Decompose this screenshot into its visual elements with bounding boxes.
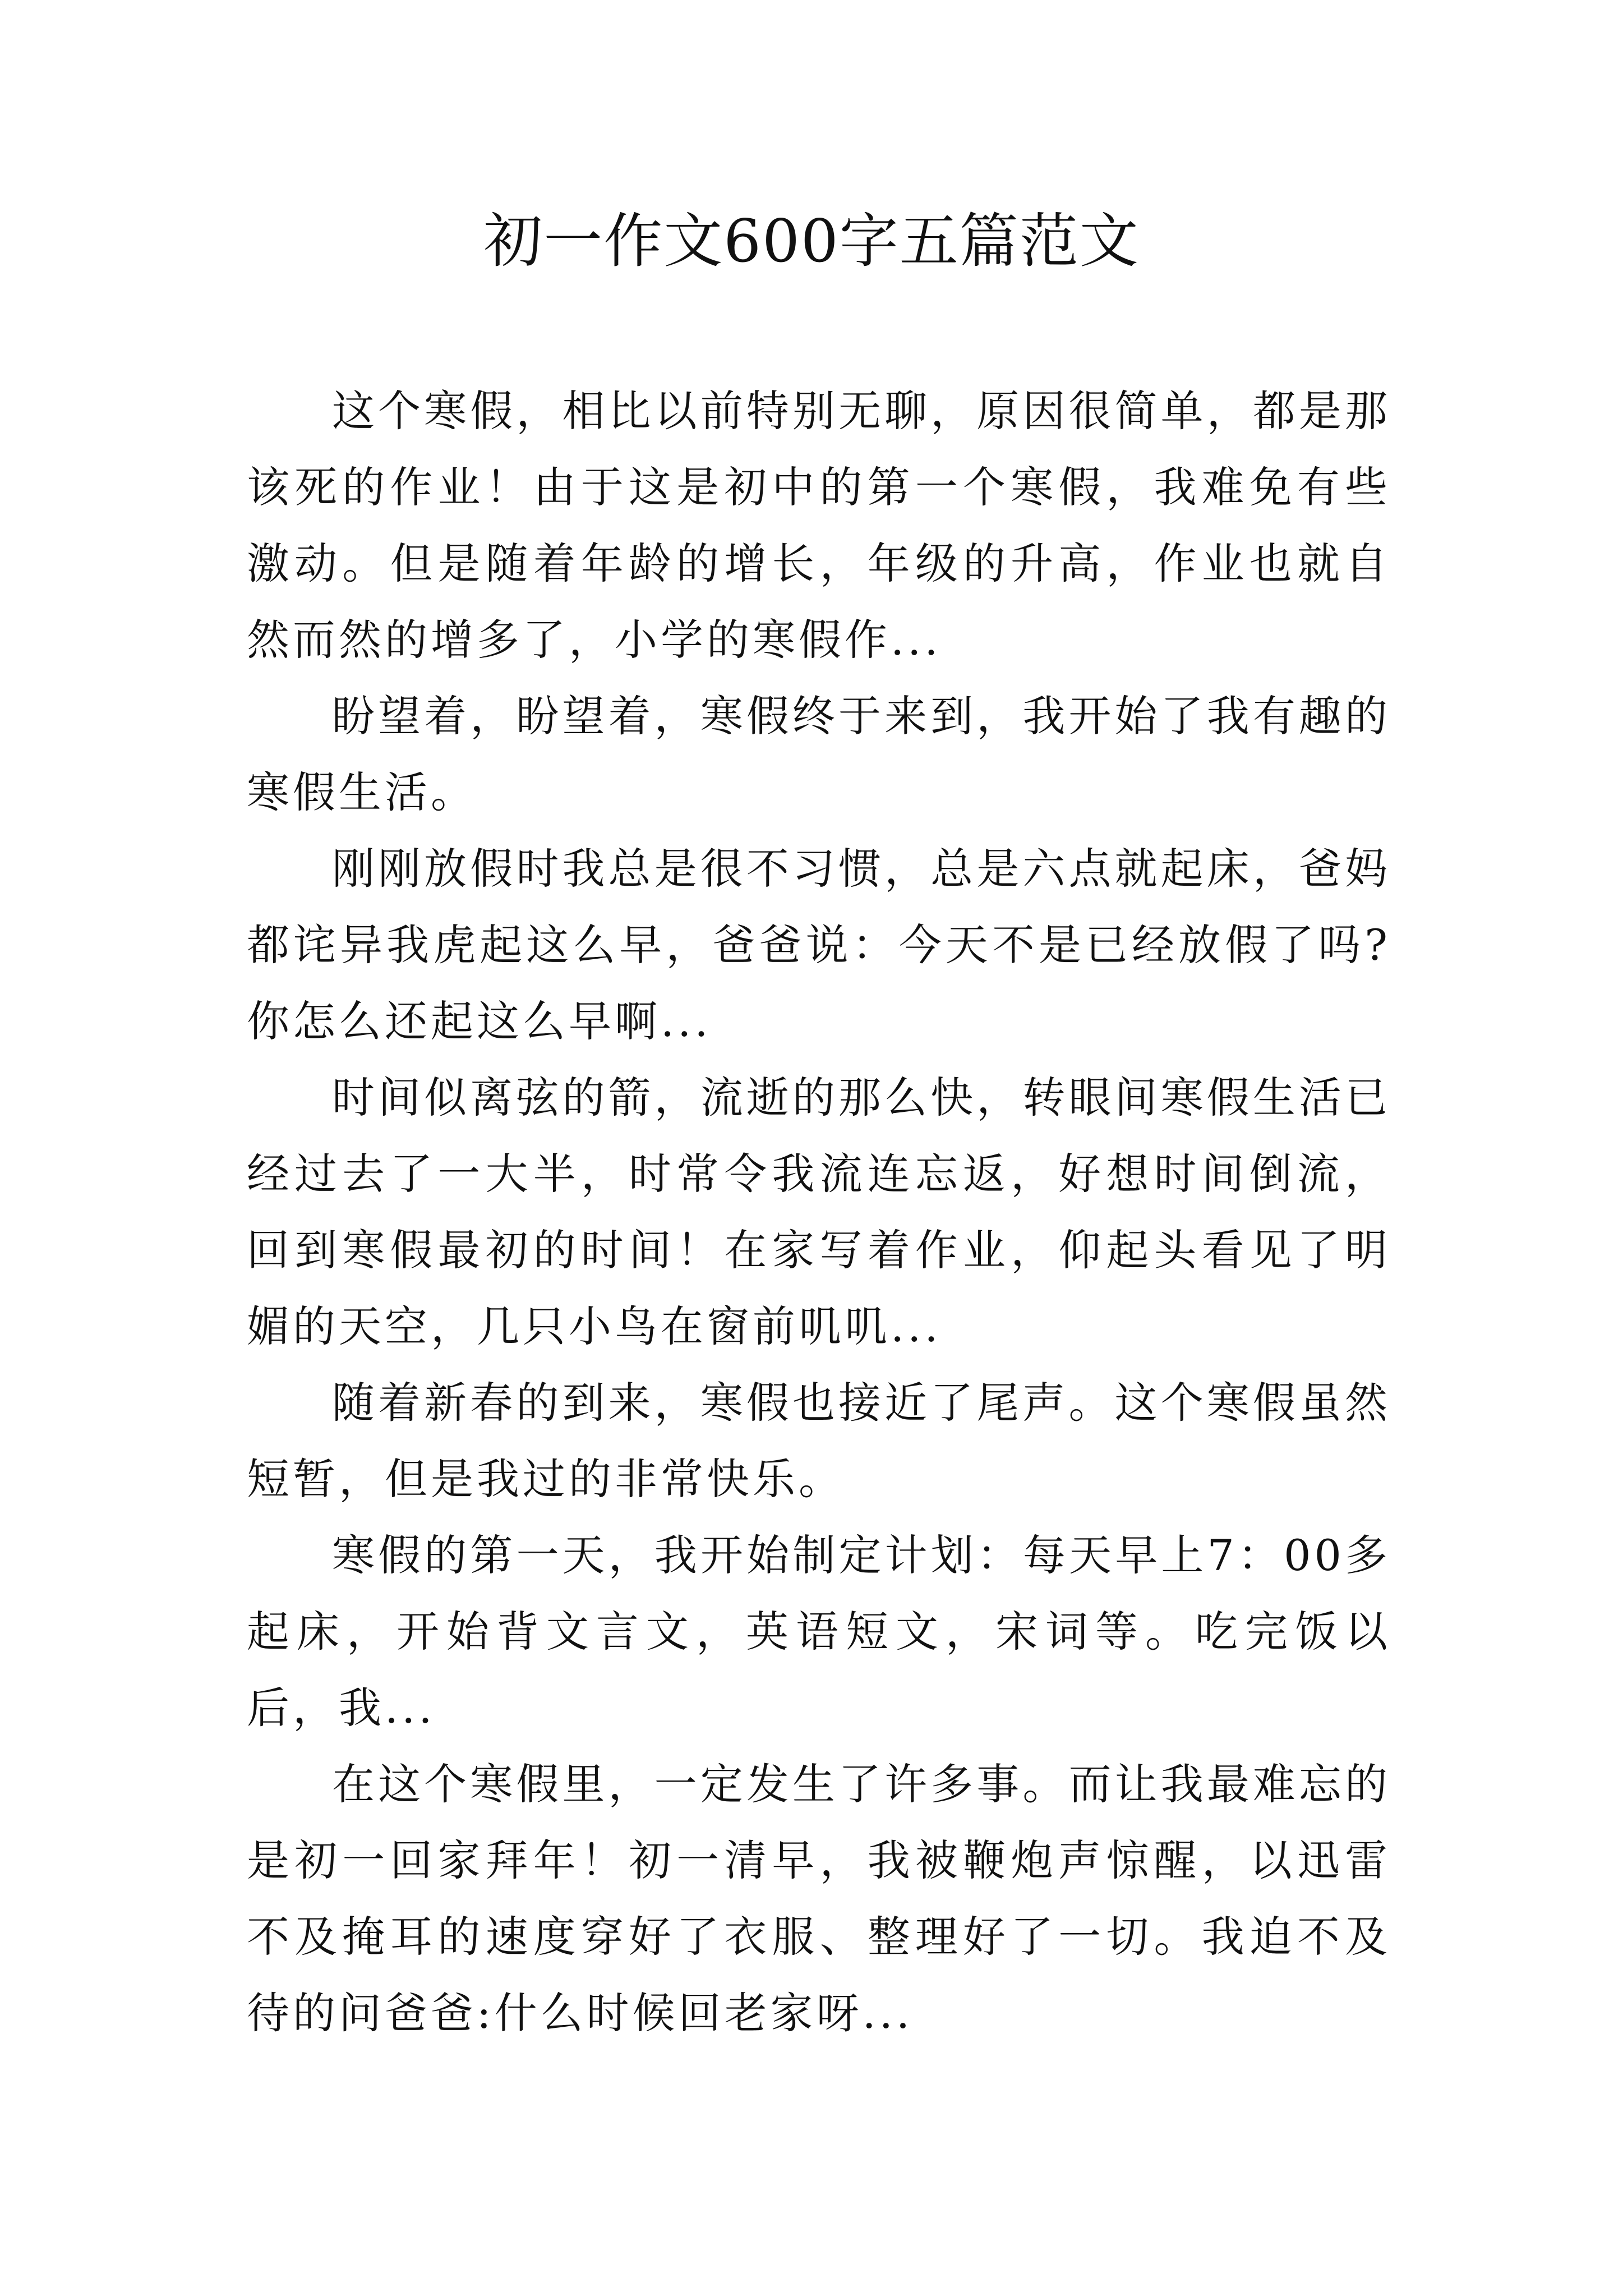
document-body bbox=[247, 373, 1391, 2051]
paragraph-2: 盼望着，盼望着，寒假终于来到，我开始了我有趣的寒假生活。 bbox=[247, 691, 1391, 817]
paragraph-4: 时间似离弦的箭，流逝的那么快，转眼间寒假生活已经过去了一大半，时常令我流连忘返，好想时间倒流，回到寒假最初的时间！在家写着作业，仰起头看见了明媚的天空，几只小鸟在窗前叽叽... bbox=[247, 1073, 1391, 1351]
paragraph-5: 随着新春的到来，寒假也接近了尾声。这个寒假虽然短暂，但是我过的非常快乐。 bbox=[247, 1378, 1391, 1504]
document-title: 初一作文600字五篇范文 bbox=[483, 207, 1140, 275]
paragraph-3: 刚刚放假时我总是很不习惯，总是六点就起床，爸妈都诧异我虎起这么早，爸爸说：今天不是已经放假了吗?你怎么还起这么早啊... bbox=[247, 844, 1391, 1046]
paragraph-7: 在这个寒假里，一定发生了许多事。而让我最难忘的是初一回家拜年！初一清早，我被鞭炮声惊醒，以迅雷不及掩耳的速度穿好了衣服、整理好了一切。我迫不及待的问爸爸:什么时候回老家呀... bbox=[247, 1759, 1391, 2038]
paragraph-1: 这个寒假，相比以前特别无聊，原因很简单，都是那该死的作业！由于这是初中的第一个寒假，我难免有些激动。但是随着年龄的增长，年级的升高，作业也就自然而然的增多了，小学的寒假作... bbox=[247, 386, 1391, 665]
paragraph-6: 寒假的第一天，我开始制定计划：每天早上7：00多起床，开始背文言文，英语短文，宋词等。吃完饭以后，我... bbox=[247, 1530, 1391, 1733]
